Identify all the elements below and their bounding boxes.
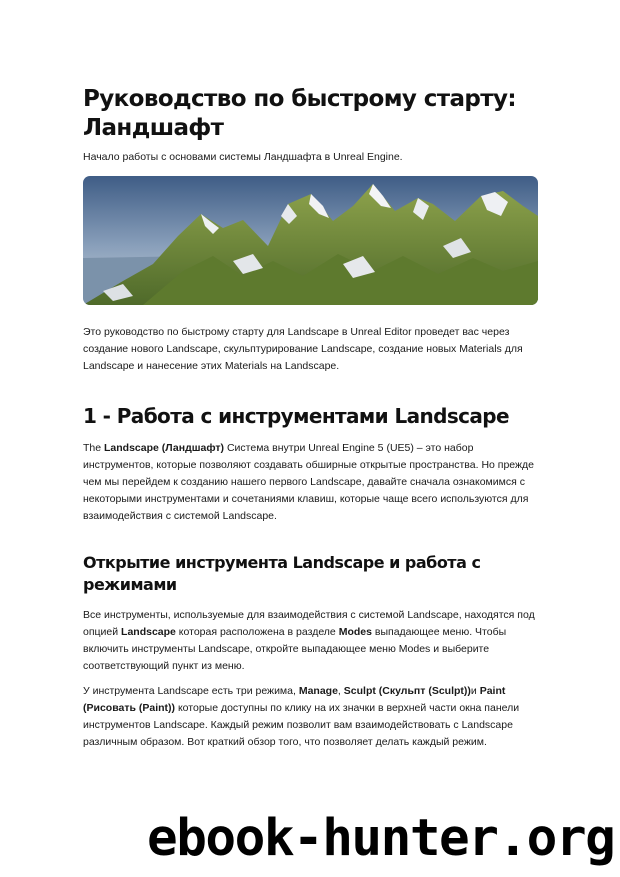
watermark-text: ebook-hunter.org [147, 809, 615, 868]
page-title: Руководство по быстрому старту: Ландшафт [83, 86, 516, 141]
modes-paragraph: Все инструменты, используемые для взаимодействия с системой Landscape, находятся под опцией Landscape которая расположена в разделе Modes выпадающее меню. Чтобы включить инструменты Landscape, откройте выпадающее меню Modes и выберите соответствующий пункт из меню. [83, 609, 535, 672]
page-subtitle: Начало работы с основами системы Ландшафта в Unreal Engine. [83, 151, 403, 163]
section1-paragraph: The Landscape (Ландшафт) Система внутри Unreal Engine 5 (UE5) – это набор инструментов, которые позволяют создавать обширные открытые пространства. Но прежде чем мы перейдем к созданию нашего первого Landscape, давайте сначала ознакомимся с некоторыми инструментами и сочетаниями клавиш, которые чаще всего используются для взаимодействия с системой Landscape. [83, 442, 535, 522]
three-modes-paragraph: У инструмента Landscape есть три режима, Manage, Sculpt (Скульпт (Sculpt))и Paint (Рисовать (Paint)) которые доступны по клику на их значки в верхней части окна панели инструментов Landscape. Каждый режим позволит вам взаимодействовать с Landscape различным образом. Вот краткий обзор того, что позволяет делать каждый режим. [83, 685, 520, 748]
section-heading-landscape-tools: 1 - Работа с инструментами Landscape [83, 404, 509, 428]
intro-paragraph: Это руководство по быстрому старту для Landscape в Unreal Editor проведет вас через создание нового Landscape, скульптурирование Landscape, создание новых Materials для Landscape и нанесение этих Materials на Landscape. [83, 326, 523, 372]
subsection-heading-modes: Открытие инструмента Landscape и работа с режимами [83, 553, 481, 594]
landscape-hero-image [83, 176, 538, 305]
